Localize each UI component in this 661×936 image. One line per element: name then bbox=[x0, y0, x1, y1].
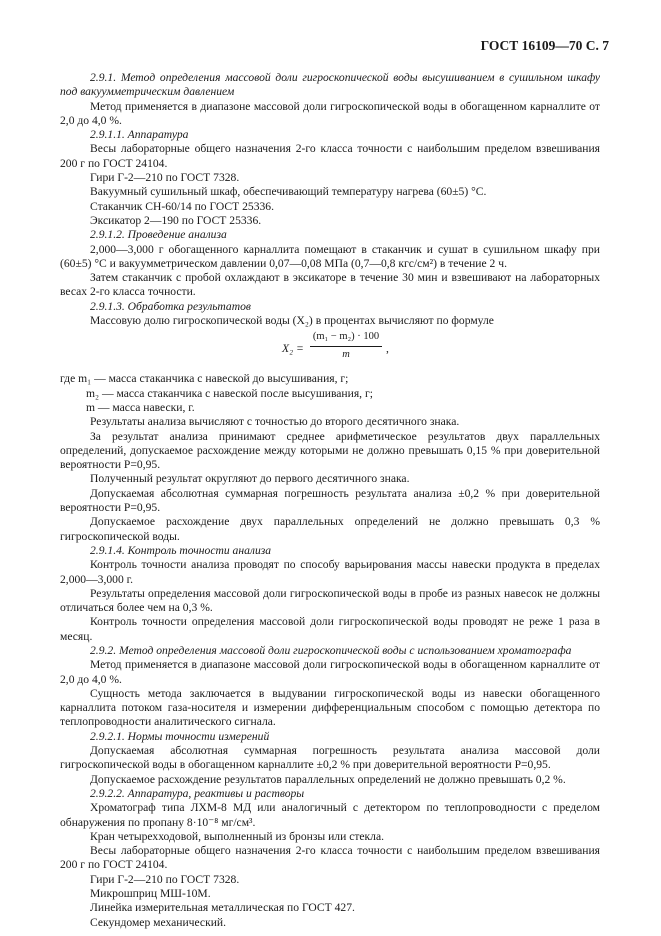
formula-legend: m₂ — масса стаканчика с навеской после высушивания, г; bbox=[86, 386, 373, 400]
document-body bbox=[60, 71, 600, 930]
paragraph: Хроматограф типа ЛХМ-8 МД или аналогичный с детектором по теплопроводности с пределом обнаружения по пропану 8·10⁻⁸ мг/см³. bbox=[60, 801, 600, 829]
paragraph: Линейка измерительная металлическая по ГОСТ 427. bbox=[90, 901, 355, 915]
paragraph: За результат анализа принимают среднее арифметическое результатов двух параллельных определений, допускаемое расхождение между которыми не должно превышать 0,15 % при доверительной вероятности Р=0,95. bbox=[60, 429, 600, 472]
paragraph: Стаканчик СН-60/14 по ГОСТ 25336. bbox=[90, 199, 275, 213]
page-header: ГОСТ 16109—70 С. 7 bbox=[480, 38, 609, 53]
paragraph: Допускаемая абсолютная суммарная погрешность результата анализа ±0,2 % при доверительной вероятности Р=0,95. bbox=[60, 486, 600, 515]
paragraph: Вакуумный сушильный шкаф, обеспечивающий температуру нагрева (60±5) °С. bbox=[90, 185, 487, 199]
paragraph: Секундомер механический. bbox=[90, 915, 227, 929]
paragraph: Эксикатор 2—190 по ГОСТ 25336. bbox=[90, 213, 262, 227]
section-2-9-1-heading: 2.9.1. Метод определения массовой доли гигроскопической воды высушиванием в сушильном шкафу под вакуумметрическим давлением bbox=[60, 71, 600, 99]
paragraph: Гири Г-2—210 по ГОСТ 7328. bbox=[90, 872, 240, 886]
paragraph: Допускаемое расхождение результатов параллельных определений не должно превышать 0,2 %. bbox=[90, 772, 566, 786]
formula-numerator: (m₁ − m₂) · 100 bbox=[310, 330, 382, 346]
paragraph: Полученный результат округляют до первого десятичного знака. bbox=[90, 472, 410, 486]
paragraph: Массовую долю гигроскопической воды (X₂) в процентах вычисляют по формуле bbox=[90, 314, 494, 328]
paragraph: Метод применяется в диапазоне массовой доли гигроскопической воды в обогащенном карналлите от 2,0 до 4,0 %. bbox=[60, 658, 600, 686]
paragraph: Кран четырехходовой, выполненный из бронзы или стекла. bbox=[90, 829, 385, 843]
subsection-heading: 2.9.2.1. Нормы точности измерений bbox=[90, 729, 270, 743]
subsection-heading: 2.9.1.2. Проведение анализа bbox=[90, 228, 227, 242]
paragraph: Весы лабораторные общего назначения 2-го класса точности с наибольшим пределом взвешивания 200 г по ГОСТ 24104. bbox=[60, 844, 600, 872]
subsection-heading: 2.9.1.1. Аппаратура bbox=[90, 128, 189, 142]
paragraph: Сущность метода заключается в выдувании гигроскопической воды из навески обогащенного карналлита потоком газа-носителя и измерении дифференциальным способом с помощью детектора по теплопроводности аналитического сигнала. bbox=[60, 686, 600, 729]
formula-denominator: m bbox=[342, 348, 350, 360]
paragraph: Допускаемая абсолютная суммарная погрешность результата анализа массовой доли гигроскопической воды в обогащенном карналлите ±0,2 % при доверительной вероятности Р=0,95. bbox=[60, 744, 600, 772]
subsection-heading: 2.9.2.2. Аппаратура, реактивы и растворы bbox=[90, 786, 305, 800]
paragraph: Допускаемое расхождение двух параллельных определений не должно превышать 0,3 % гигроскопической воды. bbox=[60, 515, 600, 543]
paragraph: 2,000—3,000 г обогащенного карналлита помещают в стаканчик и сушат в сушильном шкафу при (60±5) °С и вакуумметрическом давлении 0,07—0,08 МПа (0,7—0,8 кгс/см²) в течение 2 ч. bbox=[60, 242, 600, 270]
subsection-heading: 2.9.1.4. Контроль точности анализа bbox=[90, 543, 272, 557]
paragraph: Микрошприц МШ-10М. bbox=[90, 887, 211, 901]
formula-lhs: X₂ = bbox=[282, 342, 304, 356]
paragraph: Весы лабораторные общего назначения 2-го класса точности с наибольшим пределом взвешивания 200 г по ГОСТ 24104. bbox=[60, 142, 600, 170]
formula bbox=[60, 330, 600, 370]
section-2-9-2-heading: 2.9.2. Метод определения массовой доли гигроскопической воды с использованием хроматографа bbox=[90, 643, 572, 657]
paragraph: Затем стаканчик с пробой охлаждают в эксикаторе в течение 30 мин и взвешивают на лабораторных весах 2-го класса точности. bbox=[60, 271, 600, 299]
paragraph: Гири Г-2—210 по ГОСТ 7328. bbox=[90, 171, 240, 185]
paragraph: Контроль точности определения массовой доли гигроскопической воды проводят не реже 1 раза в месяц. bbox=[60, 615, 600, 643]
paragraph: Результаты определения массовой доли гигроскопической воды в пробе из разных навесок не должны отличаться более чем на 0,3 %. bbox=[60, 586, 600, 615]
formula-legend: m — масса навески, г. bbox=[86, 400, 195, 414]
formula-tail: , bbox=[386, 342, 389, 356]
formula-legend: где m₁ — масса стаканчика с навеской до высушивания, г; bbox=[60, 372, 349, 386]
paragraph: Контроль точности анализа проводят по способу варьирования массы навески продукта в пределах 2,000—3,000 г. bbox=[60, 558, 600, 586]
formula-fraction bbox=[310, 330, 382, 362]
paragraph: Метод применяется в диапазоне массовой доли гигроскопической воды в обогащенном карналлите от 2,0 до 4,0 %. bbox=[60, 99, 600, 127]
subsection-heading: 2.9.1.3. Обработка результатов bbox=[90, 299, 251, 313]
paragraph: Результаты анализа вычисляют с точностью до второго десятичного знака. bbox=[90, 415, 460, 429]
